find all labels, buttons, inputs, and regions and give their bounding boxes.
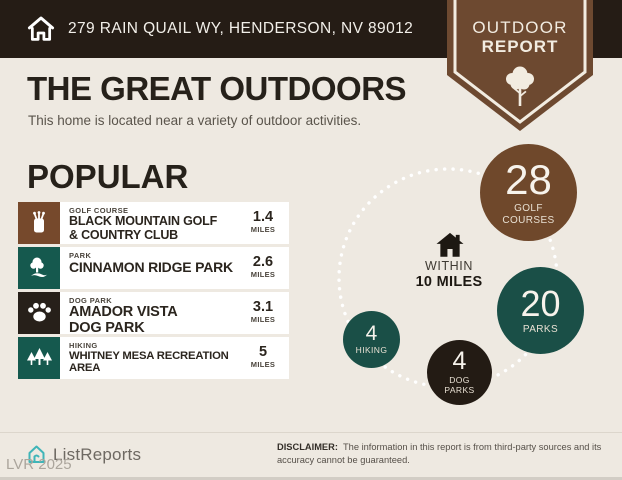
disclaimer-text: The information in this report is from third-party sources and its accuracy cannot be guaranteed.	[277, 442, 602, 466]
item-info	[60, 292, 237, 334]
page-title: THE GREAT OUTDOORS	[27, 70, 407, 107]
distance-value: 1.4	[252, 209, 274, 225]
outdoor-report-badge	[447, 0, 593, 131]
popular-heading: POPULAR	[27, 158, 189, 195]
disclaimer-label: DISCLAIMER:	[277, 442, 338, 452]
pine-trees-icon	[18, 337, 60, 379]
center-home-icon	[434, 231, 466, 258]
item-name: BLACK MOUNTAIN GOLF & COUNTRY CLUB	[69, 214, 218, 242]
item-name: WHITNEY MESA RECREATION AREA	[69, 350, 229, 375]
item-category: HIKING	[69, 341, 98, 350]
list-item-park	[18, 247, 289, 289]
item-distance	[237, 247, 289, 289]
brand-name: ListReports	[53, 444, 142, 464]
list-item-golf-course	[18, 202, 289, 244]
bubble-parks	[497, 267, 584, 354]
bubble-count: 28	[505, 156, 552, 203]
list-item-hiking	[18, 337, 289, 379]
bubble-golf-courses	[480, 144, 577, 241]
distance-value: 2.6	[252, 254, 274, 270]
bubble-dog-parks	[427, 340, 492, 405]
item-info	[60, 337, 237, 379]
bubble-label: GOLF COURSES	[502, 203, 555, 226]
distance-value: 3.1	[252, 299, 274, 315]
distance-unit: MILES	[250, 225, 276, 234]
within-miles-label: 10 MILES	[415, 274, 483, 290]
bubble-count: 4	[452, 347, 467, 376]
item-name: AMADOR VISTA DOG PARK	[69, 304, 177, 334]
footer-divider	[0, 432, 622, 433]
paw-icon	[18, 292, 60, 334]
distance-value: 5	[258, 344, 268, 360]
badge-title-line2: REPORT	[481, 37, 559, 56]
bubble-label: DOG PARKS	[444, 375, 475, 395]
bubble-label: HIKING	[355, 345, 388, 356]
golf-bag-icon	[18, 202, 60, 244]
distance-unit: MILES	[250, 270, 276, 279]
tree-icon	[500, 64, 540, 108]
bubble-count: 20	[520, 282, 561, 324]
distance-unit: MILES	[250, 315, 276, 324]
item-name: CINNAMON RIDGE PARK	[69, 259, 233, 275]
popular-list	[18, 202, 289, 382]
bubble-count: 4	[365, 322, 378, 346]
page-subtitle: This home is located near a variety of outdoor activities.	[28, 113, 362, 128]
badge-title-line1: OUTDOOR	[472, 18, 568, 37]
item-info	[60, 202, 237, 244]
bubble-label: PARKS	[522, 323, 559, 335]
item-distance	[237, 337, 289, 379]
park-trees-icon	[18, 247, 60, 289]
item-category: DOG PARK	[69, 296, 113, 305]
bubble-hiking	[343, 311, 400, 368]
item-distance	[237, 292, 289, 334]
item-distance	[237, 202, 289, 244]
distance-unit: MILES	[250, 360, 276, 369]
watermark: LVR 2025	[6, 456, 72, 473]
property-address: 279 RAIN QUAIL WY, HENDERSON, NV 89012	[68, 20, 414, 37]
within-label: WITHIN	[424, 259, 474, 273]
item-info	[60, 247, 237, 289]
home-icon	[26, 15, 56, 43]
item-category: GOLF COURSE	[69, 206, 129, 215]
list-item-dog-park	[18, 292, 289, 334]
item-category: PARK	[69, 251, 92, 260]
disclaimer	[277, 441, 613, 467]
